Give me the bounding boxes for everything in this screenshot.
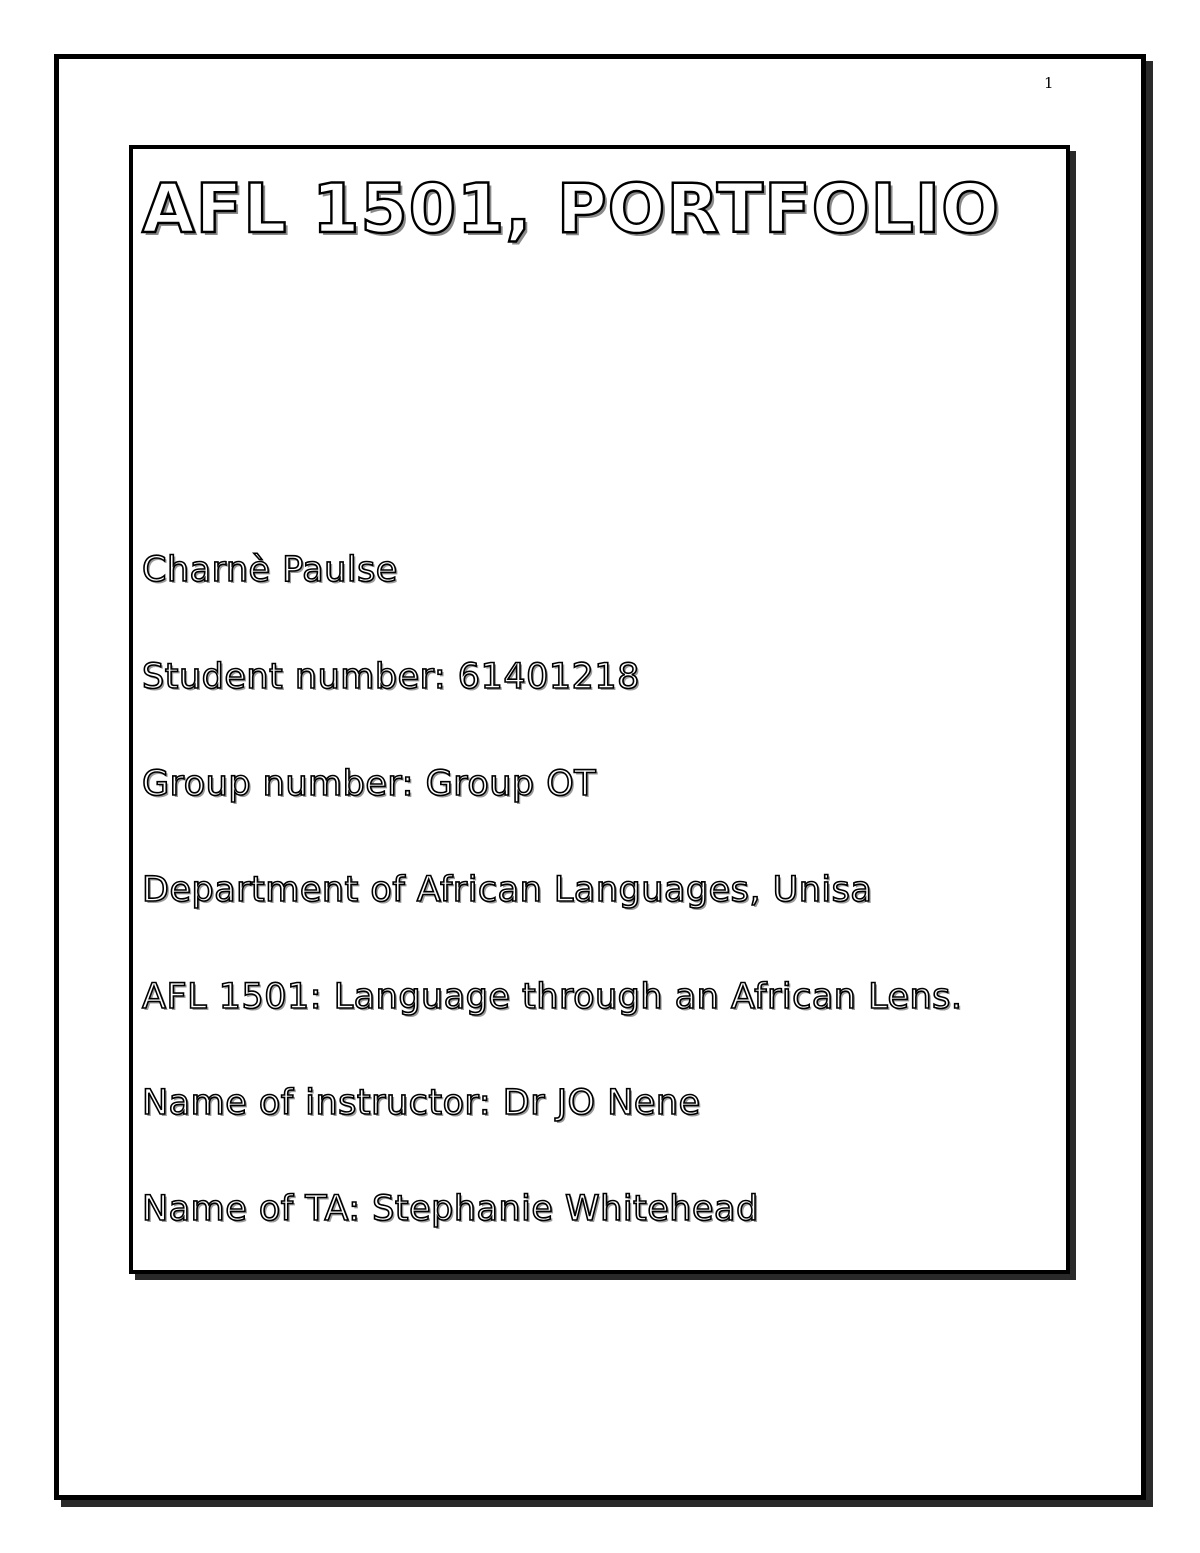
course-title: AFL 1501: Language through an African Lens. bbox=[142, 977, 963, 1017]
group-number: Group number: Group OT bbox=[142, 764, 597, 804]
student-number: Student number: 61401218 bbox=[142, 657, 640, 697]
department: Department of African Languages, Unisa bbox=[142, 870, 873, 910]
page-number: 1 bbox=[1044, 74, 1054, 92]
instructor-name: Name of instructor: Dr JO Nene bbox=[142, 1083, 701, 1123]
cover-title: AFL 1501, PORTFOLIO bbox=[142, 170, 1000, 249]
ta-name: Name of TA: Stephanie Whitehead bbox=[142, 1189, 759, 1229]
student-name: Charnè Paulse bbox=[142, 550, 398, 590]
